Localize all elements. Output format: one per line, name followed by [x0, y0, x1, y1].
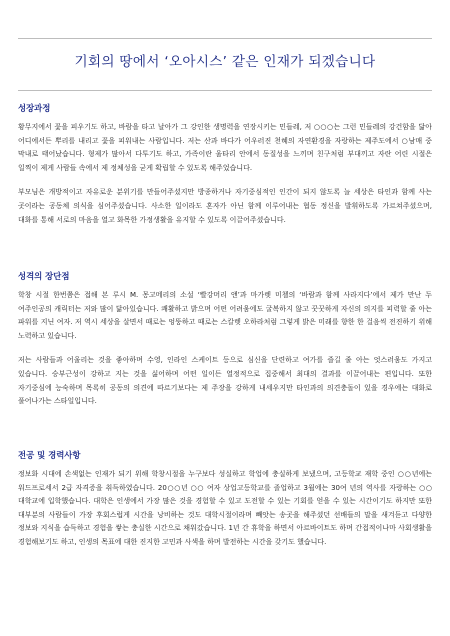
- paragraph-text: 정보화 시대에 손색없는 인재가 되기 위해 학창시절을 누구보다 성실하고 학업에 충실하게 보냈으며, 고등학교 재학 중인 ○○년에는 워드프로세서 2급 자격증을 취득하였습니다. 20○○년 ○○ 여자 상업고등학교를 졸업하고 3월에는 30여 년의 역사를 자랑하는 ○○대학교에 입학했습니다. 대학은 인생에서 가장 많은 것을 경험할 수 있고 도전할 수 있는 기회를 얻을 수 있는 시간이기도 하지만 또한 대부분의 사람들이 가장 후회스럽게 시간을 낭비하는 것도 대학시절이라며 빼앗는 송곳을 해주셨던 선배들의 말을 새겨듣고 다양한 정보와 지식을 습득하고 경험을 쌓는 충실한 시간으로 채워갔습니다. 1년 간 휴학을 하면서 아르바이트도 하며 간접적이나마 사회생활을 경험해보기도 하고, 인생의 목표에 대한 진지한 고민과 사색을 하며 발전하는 시간을 갖기도 했습니다.: [18, 470, 432, 546]
- section-heading: 성장과정: [18, 103, 51, 113]
- section-personality: [18, 270, 432, 409]
- paragraph-text: 황무지에서 꽃을 피우기도 하고, 바람을 타고 날아가 그 강인한 생명력을 연장시키는 민들레, 저 ○○○는 그런 민들레의 강건함을 닮아 어디에서든 뿌리를 내리고 꽃을 피워내는 사람입니다. 저는 산과 바다가 어우러진 천혜의 자연환경을 자랑하는 제주도에서 ○남매 중 막내로 태어났습니다. 형제가 많아서 다투기도 하고, 가족이란 울타리 안에서 동질성을 느끼며 친구처럼 부대끼고 자란 어린 시절은 일찍이 제게 사람들 속에서 제 정체성을 굳게 확립할 수 있도록 해주었습니다.: [18, 123, 432, 172]
- section-major-career: [18, 449, 432, 550]
- title-rule-top: [18, 38, 432, 39]
- paragraph-text: 학창 시절 한번쯤은 접해 본 루시 M. 몽고메리의 소설 ‘빨강머리 앤’과 마가렛 미첼의 ‘바람과 함께 사라지다’에서 제가 만난 두 여주인공의 캐릭터는 저와 많이 닮아있습니다. 쾌활하고 밝으며 어떤 어려움에도 굴복하지 않고 꿋꿋하게 자신의 의지를 피력할 줄 아는 파워를 지닌 여자. 저 역시 세상을 살면서 때로는 엉뚱하고 때로는 스칼렛 오하라처럼 그렇게 밝은 미래를 향한 한 걸음씩 전진하기 위해 노력하고 있습니다.: [18, 291, 432, 340]
- paragraph: [18, 289, 432, 343]
- paragraph-text: 저는 사람들과 어울리는 것을 좋아하며 수영, 인라인 스케이트 등으로 심신을 단련하고 여가를 즐길 줄 아는 엇스러움도 가지고 있습니다. 승부근성이 강하고 지는 것을 싫어하며 어떤 일이든 열정적으로 집중해서 최대의 결과를 이끌어내는 편입니다. 또한 자기중심에 능숙하며 목록히 공동의 의견에 따르기보다는 제 주장을 강하게 내세우지만 타인과의 의견충돌이 있을 경우에는 대화로 풀어나가는 스타일입니다.: [18, 356, 432, 406]
- section-growth: [18, 102, 432, 227]
- paragraph: [18, 354, 432, 408]
- paragraph: [18, 468, 432, 550]
- paragraph: [18, 186, 432, 227]
- page-title: 기회의 땅에서 ‘오아시스’ 같은 인재가 되겠습니다: [74, 54, 376, 70]
- title-rule-bottom: [18, 90, 432, 91]
- section-heading: 성격의 장단점: [18, 271, 70, 281]
- title-banner: [18, 32, 432, 94]
- section-heading: 전공 및 경력사항: [18, 450, 81, 460]
- paragraph-text: 부모님은 개방적이고 자유로운 분위기를 만들어주셨지만 방종하거나 자기중심적인 인간이 되지 않도록 늘 세상은 타인과 함께 사는 곳이라는 공동체 의식을 심어주셨습니다. 사소한 일이라도 혼자가 아닌 함께 이루어내는 협동 정신을 발휘하도록 가르쳐주셨으며, 대화를 통해 서로의 마음을 열고 화목한 가정생활을 유지할 수 있도록 이끌어주셨습니다.: [18, 188, 432, 224]
- paragraph: [18, 121, 432, 175]
